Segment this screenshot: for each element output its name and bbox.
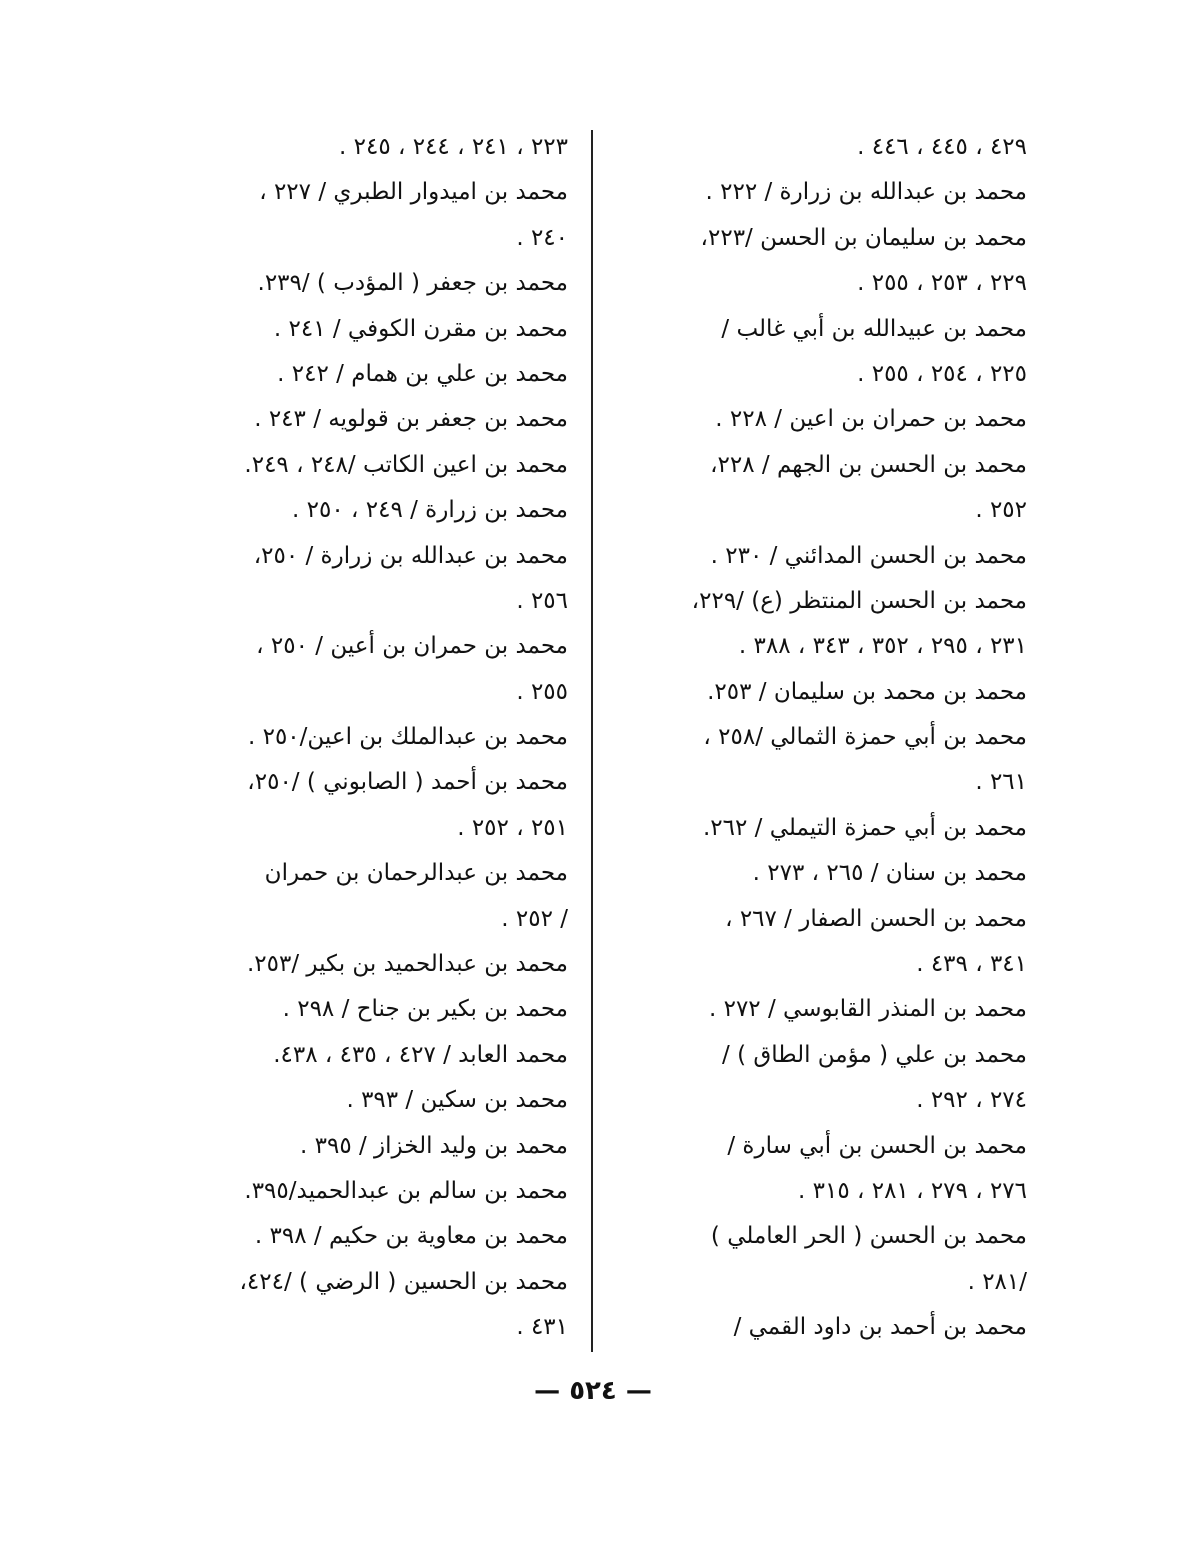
index-line: ٢٢٣ ، ٢٤١ ، ٢٤٤ ، ٢٤٥ . [338, 134, 568, 160]
index-line: محمد بن عبدالله بن زرارة / ٢٥٠، [253, 542, 568, 569]
index-line: ٢٧٦ ، ٢٧٩ ، ٢٨١ ، ٣١٥ . [797, 1177, 1027, 1204]
index-line: ٢٢٥ ، ٢٥٤ ، ٢٥٥ . [857, 360, 1027, 387]
index-line: ٢٧٤ ، ٢٩٢ . [916, 1087, 1027, 1114]
index-line: محمد بن أحمد بن داود القمي / [733, 1314, 1027, 1341]
index-line: ٢٦١ . [975, 769, 1027, 796]
index-line: محمد بن سنان / ٢٦٥ ، ٢٧٣ . [752, 860, 1027, 887]
index-line: محمد بن حمران بن اعين / ٢٢٨ . [715, 406, 1027, 433]
index-line: محمد بن المنذر القابوسي / ٢٧٢ . [708, 996, 1027, 1023]
index-line: محمد بن معاوية بن حكيم / ٣٩٨ . [254, 1223, 568, 1250]
index-line: محمد بن سليمان بن الحسن /٢٢٣، [700, 224, 1027, 251]
index-line: محمد بن عبدالملك بن اعين/٢٥٠ . [247, 724, 568, 751]
index-line: محمد بن أحمد ( الصابوني ) /٢٥٠، [247, 769, 568, 796]
index-line: محمد بن الحسن بن الجهم / ٢٢٨، [710, 451, 1027, 478]
index-line: محمد بن أبي حمزة التيملي / ٢٦٢. [702, 814, 1027, 841]
index-line: محمد بن جعفر ( المؤدب ) /٢٣٩. [257, 270, 568, 297]
index-column-right [605, 125, 1027, 1351]
index-line: ٣٤١ ، ٤٣٩ . [916, 951, 1027, 978]
index-line: محمد بن اميدوار الطبري / ٢٢٧ ، [259, 179, 568, 206]
index-line: محمد بن حمران بن أعين / ٢٥٠ ، [256, 633, 568, 660]
index-line: ٢٥١ ، ٢٥٢ . [457, 814, 568, 841]
index-line: محمد العابد / ٤٢٧ ، ٤٣٥ ، ٤٣٨. [273, 1041, 568, 1068]
index-line: ٢٤٠ . [516, 224, 568, 251]
index-line: محمد بن الحسن ( الحر العاملي ) [710, 1223, 1027, 1250]
index-line: ٤٣١ . [516, 1314, 568, 1341]
index-line: ٢٥٦ . [516, 587, 568, 614]
index-line: محمد بن الحسن المنتظر (ع) /٢٢٩، [691, 587, 1027, 614]
index-line: محمد بن الحسن الصفار / ٢٦٧ ، [725, 905, 1027, 932]
index-line: محمد بن الحسين ( الرضي ) /٤٢٤، [239, 1268, 568, 1295]
index-line: محمد بن الحسن بن أبي سارة / [727, 1132, 1027, 1159]
index-line: ٢٢٩ ، ٢٥٣ ، ٢٥٥ . [857, 270, 1027, 297]
index-line: محمد بن اعين الكاتب /٢٤٨ ، ٢٤٩. [244, 451, 568, 478]
column-divider [591, 130, 593, 1352]
index-line: محمد بن الحسن المدائني / ٢٣٠ . [710, 542, 1027, 569]
index-line: محمد بن عبيدالله بن أبي غالب / [721, 315, 1027, 342]
page-number: — ٥٢٤ — [534, 1376, 652, 1406]
index-line: محمد بن علي ( مؤمن الطاق ) / [722, 1041, 1027, 1068]
index-line: محمد بن بكير بن جناح / ٢٩٨ . [282, 996, 568, 1023]
index-line: محمد بن سكين / ٣٩٣ . [346, 1087, 568, 1114]
index-line: ٢٥٥ . [516, 678, 568, 705]
index-column-left [160, 125, 568, 1351]
index-line: محمد بن مقرن الكوفي / ٢٤١ . [273, 315, 568, 342]
index-line: ٢٥٢ . [975, 497, 1027, 524]
index-line: محمد بن زرارة / ٢٤٩ ، ٢٥٠ . [292, 497, 568, 524]
index-line: ٢٣١ ، ٢٩٥ ، ٣٥٢ ، ٣٤٣ ، ٣٨٨ . [738, 633, 1027, 660]
index-line: محمد بن جعفر بن قولويه / ٢٤٣ . [254, 406, 568, 433]
index-line: محمد بن عبدالحميد بن بكير /٢٥٣. [246, 951, 568, 978]
index-line: محمد بن محمد بن سليمان / ٢٥٣. [707, 678, 1027, 705]
index-line: محمد بن عبدالله بن زرارة / ٢٢٢ . [705, 179, 1027, 206]
index-line: محمد بن أبي حمزة الثمالي /٢٥٨ ، [703, 724, 1027, 751]
index-line: محمد بن وليد الخزاز / ٣٩٥ . [300, 1132, 568, 1159]
index-line: محمد بن علي بن همام / ٢٤٢ . [277, 360, 568, 387]
index-line: /٢٨١ . [967, 1268, 1027, 1295]
index-line: محمد بن عبدالرحمان بن حمران [264, 860, 568, 887]
index-line: محمد بن سالم بن عبدالحميد/٣٩٥. [244, 1177, 568, 1204]
index-line: ٤٢٩ ، ٤٤٥ ، ٤٤٦ . [857, 134, 1027, 160]
index-line: / ٢٥٢ . [501, 905, 568, 932]
